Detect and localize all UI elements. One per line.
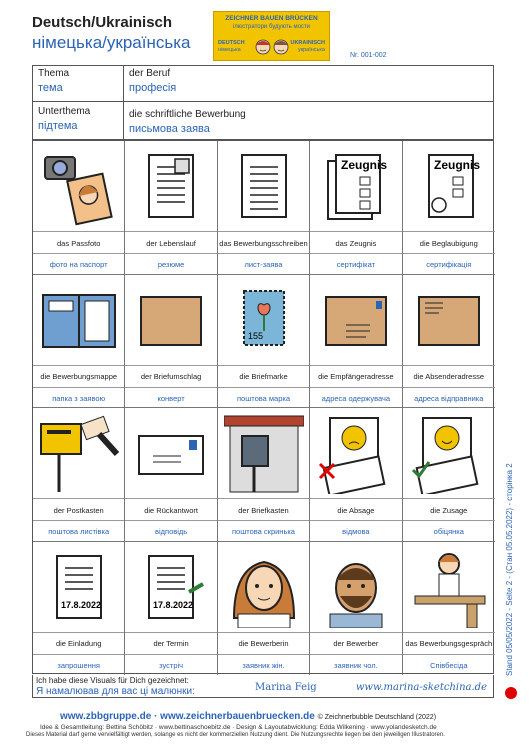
vocab-card — [403, 141, 495, 275]
logo-left-ua: німецька — [218, 47, 241, 53]
logo-line-1: ZEICHNER BAUEN BRÜCKEN — [225, 15, 318, 22]
svg-text:17.8.2022: 17.8.2022 — [61, 599, 102, 610]
vocab-term-ua: заявник чол. — [310, 654, 401, 676]
vocab-term-ua: конверт — [125, 387, 216, 409]
cv-document-icon — [131, 147, 211, 227]
topic-label-ua: тема — [38, 82, 63, 94]
stamp-icon — [224, 281, 304, 361]
vocab-term-ua: адреса відправника — [403, 387, 495, 409]
vocab-term-de: die Beglaubigung — [403, 231, 495, 254]
vocab-term-de: die Absage — [310, 498, 401, 521]
vocab-card — [125, 275, 217, 409]
vocab-card — [218, 275, 310, 409]
vocab-card — [310, 408, 402, 542]
vocab-term-ua: сертифікат — [310, 253, 401, 275]
vocab-term-ua: обіцянка — [403, 520, 495, 542]
title-ukrainian: німецька/українська — [32, 33, 191, 52]
vocab-term-ua: відмова — [310, 520, 401, 542]
vocab-card — [310, 542, 402, 676]
vocab-term-ua: лист-заява — [218, 253, 309, 275]
footer-notice: Dieses Material darf gerne vervielfältigt werden, solange es nicht der kommerziellen Nutzung dient. Die Nutzungsrechte liegen bei den jeweiligen Illustratoren. — [26, 732, 445, 738]
interview-icon — [409, 548, 489, 628]
vocab-card — [125, 141, 217, 275]
topic-value-ua: професія — [129, 82, 177, 94]
vocab-term-de: der Termin — [125, 632, 216, 655]
subtopic-value-ua: письмова заява — [129, 123, 210, 135]
vocab-term-de: der Bewerber — [310, 632, 401, 655]
vocab-term-de: die Rückantwort — [125, 498, 216, 521]
svg-text:Zeugnis: Zeugnis — [433, 158, 480, 172]
vocab-term-de: die Einladung — [33, 632, 124, 655]
topic-row — [32, 65, 494, 102]
vocab-term-ua: запрошення — [33, 654, 124, 676]
vocab-card — [33, 408, 125, 542]
vocab-term-ua: резюме — [125, 253, 216, 275]
vocabulary-grid — [32, 140, 494, 674]
vocab-card — [218, 141, 310, 275]
vocab-card — [310, 141, 402, 275]
vocab-term-ua: поштова листівка — [33, 520, 124, 542]
subtopic-row — [32, 101, 494, 140]
vocab-card — [310, 275, 402, 409]
svg-text:155: 155 — [247, 330, 263, 341]
document-number: Nr. 001-002 — [350, 52, 387, 59]
vocab-term-ua: фото на паспорт — [33, 253, 124, 275]
vocab-card — [33, 141, 125, 275]
vocab-term-ua: Співбесіда — [403, 654, 495, 676]
logo-line-2: ілюстратори будують мости — [232, 24, 311, 30]
vocab-term-de: die Empfängeradresse — [310, 365, 401, 388]
topic-value-de: der Beruf — [129, 68, 171, 79]
vocab-term-de: das Zeugnis — [310, 231, 401, 254]
side-version-text: Stand 05/05/2022 - Seite 2 - (Стан 05.05.2022) - сторінка 2 — [505, 463, 514, 676]
project-logo — [213, 11, 330, 61]
folder-icon — [39, 281, 119, 361]
svg-text:17.8.2022: 17.8.2022 — [153, 599, 194, 610]
vocab-term-de: die Bewerberin — [218, 632, 309, 655]
vocab-term-ua: відповідь — [125, 520, 216, 542]
vocab-term-de: der Lebenslauf — [125, 231, 216, 254]
vocab-term-ua: папка з заявою — [33, 387, 124, 409]
footer-links[interactable] — [60, 711, 436, 722]
signature-label-ua: Я намалював для вас ці малюнки: — [36, 686, 195, 697]
subtopic-value-de: die schriftliche Bewerbung — [129, 109, 246, 120]
vocab-term-de: der Briefumschlag — [125, 365, 216, 388]
vocab-term-ua: адреса одержувача — [310, 387, 401, 409]
certificate-icon — [316, 147, 396, 227]
vocab-card — [218, 542, 310, 676]
vocab-term-de: das Bewerbungsschreiben — [218, 231, 309, 254]
recipient-address-icon — [316, 281, 396, 361]
reply-envelope-icon — [131, 414, 211, 494]
camera-photo-icon — [39, 147, 119, 227]
red-dot-icon — [505, 687, 517, 699]
vocab-term-ua: поштова скринька — [218, 520, 309, 542]
vocab-term-de: das Bewerbungsgespräch — [403, 632, 495, 655]
logo-right-ua: українська — [297, 47, 325, 53]
vocab-term-ua: сертифікація — [403, 253, 495, 275]
logo-faces-icon — [254, 35, 290, 59]
title-german: Deutsch/Ukrainisch — [32, 14, 173, 31]
letter-icon — [224, 147, 304, 227]
subtopic-label-de: Unterthema — [38, 106, 91, 117]
female-applicant-icon — [224, 548, 304, 628]
footer-copyright: © Zeichnerbubble Deutschland (2022) — [317, 714, 437, 721]
signature-label-de: Ich habe diese Visuals für Dich gezeichnet: — [36, 676, 189, 685]
svg-text:Zeugnis: Zeugnis — [341, 158, 388, 172]
appointment-icon — [131, 548, 211, 628]
envelope-icon — [131, 281, 211, 361]
vocab-term-de: der Postkasten — [33, 498, 124, 521]
logo-left-de: DEUTSCH — [218, 40, 245, 46]
vocab-card — [33, 542, 125, 676]
male-applicant-icon — [316, 548, 396, 628]
topic-label-de: Thema — [38, 68, 70, 79]
vocab-term-ua: поштова марка — [218, 387, 309, 409]
vocab-term-de: die Bewerbungsmappe — [33, 365, 124, 388]
vocab-term-ua: заявник жін. — [218, 654, 309, 676]
signature-row — [32, 675, 494, 698]
footer-links-text[interactable]: www.zbbgruppe.de · www.zeichnerbauenbruecken.de — [60, 711, 315, 722]
acceptance-icon — [409, 414, 489, 494]
vocab-term-ua: зустріч — [125, 654, 216, 676]
vocab-card — [125, 408, 217, 542]
vocab-card — [218, 408, 310, 542]
vocab-term-de: die Zusage — [403, 498, 495, 521]
vocab-card — [403, 408, 495, 542]
vocab-card — [403, 275, 495, 409]
vocab-card — [125, 542, 217, 676]
footer-credits: Idee & Gesamtleitung: Bettina Schöbitz · www.bettinaschoebitz.de · Design & Layoutabwicklung: Edda Wilkening · www.yolandesketch.de — [40, 724, 437, 731]
mailbox-icon — [224, 414, 304, 494]
rejection-icon — [316, 414, 396, 494]
vocab-term-de: die Absenderadresse — [403, 365, 495, 388]
logo-right-de: UKRAINISCH — [290, 40, 325, 46]
postbox-icon — [39, 414, 119, 494]
vocab-term-de: das Passfoto — [33, 231, 124, 254]
vocab-term-de: die Briefmarke — [218, 365, 309, 388]
sender-address-icon — [409, 281, 489, 361]
vocab-card — [33, 275, 125, 409]
artist-website[interactable]: www.marina-sketchina.de — [355, 682, 487, 693]
vocab-term-de: der Briefkasten — [218, 498, 309, 521]
artist-name: Marina Feig — [255, 682, 317, 693]
vocab-card — [403, 542, 495, 676]
subtopic-label-ua: підтема — [38, 120, 78, 132]
invitation-icon — [39, 548, 119, 628]
certified-copy-icon — [409, 147, 489, 227]
